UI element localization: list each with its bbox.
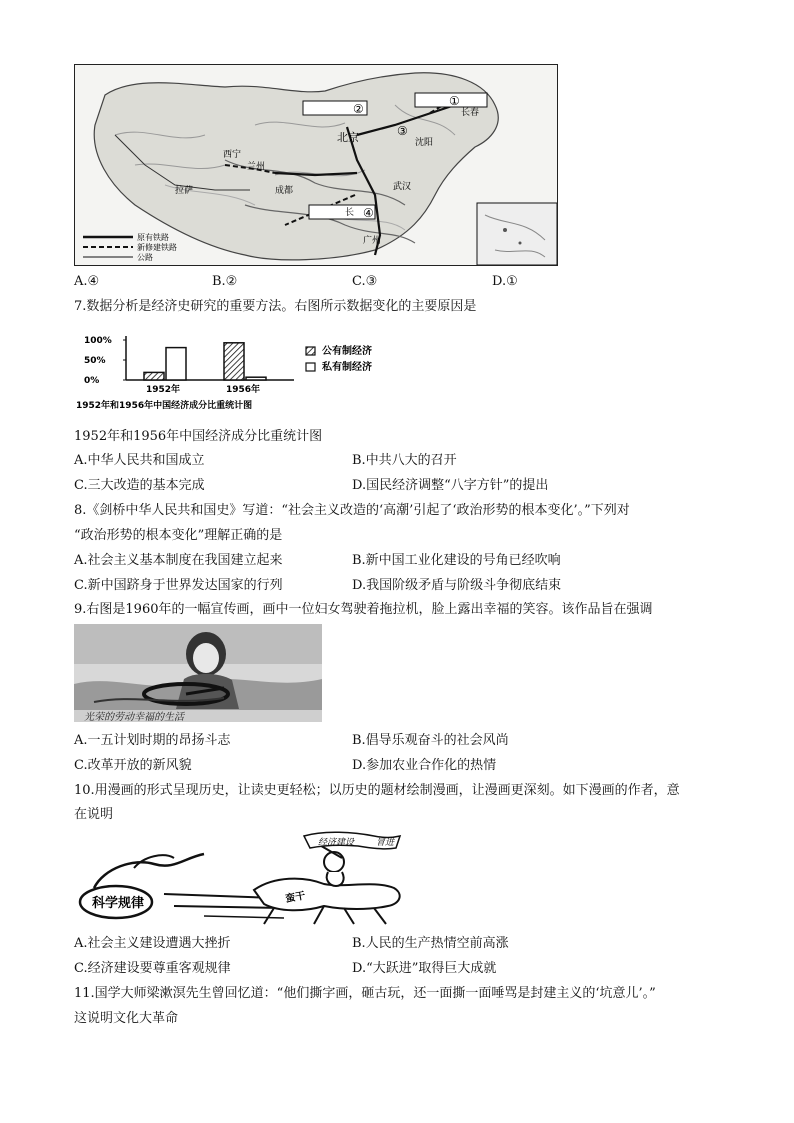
legend-label: 公有制经济 xyxy=(322,346,372,357)
map-label-changchun: 长春 xyxy=(461,108,480,118)
y-tick-label: 100% xyxy=(84,336,112,346)
q8-option-c: C.新中国跻身于世界发达国家的行列 xyxy=(74,578,283,593)
map-label-xining: 西宁 xyxy=(223,150,242,160)
poster-caption: 光荣的劳动幸福的生活 xyxy=(84,712,184,722)
q10-option-c: C.经济建设要尊重客观规律 xyxy=(74,961,231,976)
propaganda-poster xyxy=(74,624,322,722)
q6-option-b: B.② xyxy=(212,274,238,289)
q8-stem-line1: 8.《剑桥中华人民共和国史》写道：“社会主义改造的‘高潮’引起了‘政治形势的根本变化’。”下列对 xyxy=(74,503,630,518)
china-railway-map xyxy=(75,65,558,266)
q9-option-c: C.改革开放的新风貌 xyxy=(74,758,192,773)
q10-option-b: B.人民的生产热情空前高涨 xyxy=(352,936,509,951)
x-tick-label: 1952年 xyxy=(146,385,181,395)
cartoon-figure xyxy=(74,828,420,928)
map-marker-3: ③ xyxy=(397,124,408,138)
bar-chart-svg xyxy=(74,326,436,416)
q8-option-d: D.我国阶级矛盾与阶级斗争彻底结束 xyxy=(352,578,562,593)
q6-option-a: A.④ xyxy=(74,274,100,289)
q8-stem-line2: “政治形势的根本变化”理解正确的是 xyxy=(74,528,283,543)
cartoon-flag-label: 经济建设 xyxy=(318,838,355,848)
q10-option-d: D.“大跃进”取得巨大成就 xyxy=(352,961,497,976)
map-label-chengdu: 成都 xyxy=(275,186,294,196)
y-tick-label: 0% xyxy=(84,376,100,386)
y-tick-label: 50% xyxy=(84,356,106,366)
map-marker-4: ④ xyxy=(363,206,374,220)
q7-option-c: C.三大改造的基本完成 xyxy=(74,478,205,493)
legend-swatch xyxy=(306,347,315,355)
bar-public xyxy=(144,372,164,380)
q7-option-d: D.国民经济调整“八字方针”的提出 xyxy=(352,478,549,493)
q9-stem: 9.右图是1960年的一幅宣传画，画中一位妇女驾驶着拖拉机，脸上露出幸福的笑容。该作品旨在强调 xyxy=(74,602,653,617)
q9-option-d: D.参加农业合作化的热情 xyxy=(352,758,497,773)
legend-label: 私有制经济 xyxy=(322,362,372,373)
q6-option-c: C.③ xyxy=(352,274,378,289)
q7-caption: 1952年和1956年中国经济成分比重统计图 xyxy=(74,429,323,444)
cartoon-law-label: 科学规律 xyxy=(92,896,145,911)
q6-option-d: D.① xyxy=(492,274,518,289)
q10-stem-line2: 在说明 xyxy=(74,807,114,822)
map-label-wuhan: 武汉 xyxy=(393,182,412,192)
cartoon-svg xyxy=(74,828,420,928)
q10-stem-line1: 10.用漫画的形式呈现历史，让读史更轻松；以历史的题材绘制漫画，让漫画更深刻。如下漫画的作者，意 xyxy=(74,783,680,798)
economy-bar-chart xyxy=(74,326,436,416)
bar-private xyxy=(166,348,186,380)
cartoon-horse-label: 蛮干 xyxy=(284,890,307,905)
legend-swatch xyxy=(306,363,315,371)
chart-title: 1952年和1956年中国经济成分比重统计图 xyxy=(76,401,253,411)
legend-highway: 公路 xyxy=(137,253,153,262)
q9-option-b: B.倡导乐观奋斗的社会风尚 xyxy=(352,733,509,748)
q8-option-b: B.新中国工业化建设的号角已经吹响 xyxy=(352,553,561,568)
bar-private xyxy=(246,377,266,380)
q7-option-b: B.中共八大的召开 xyxy=(352,453,457,468)
bar-public xyxy=(224,343,244,380)
q7-stem: 7.数据分析是经济史研究的重要方法。右图所示数据变化的主要原因是 xyxy=(74,299,477,314)
poster-svg xyxy=(74,624,322,722)
legend-existing-rail: 原有铁路 xyxy=(137,233,169,242)
map-label-lhasa: 拉萨 xyxy=(175,186,194,196)
railway-map-figure xyxy=(74,64,558,266)
q11-stem-line2: 这说明文化大革命 xyxy=(74,1011,179,1026)
x-tick-label: 1956年 xyxy=(226,385,261,395)
map-label-lanzhou: 兰州 xyxy=(247,162,266,172)
map-label-guangzhou: 广州 xyxy=(363,236,382,246)
map-label-chang: 长 xyxy=(345,208,355,218)
cartoon-flag-tail-label: 冒进 xyxy=(376,838,395,848)
map-marker-2: ② xyxy=(353,102,364,116)
q7-option-a: A.中华人民共和国成立 xyxy=(74,453,205,468)
q8-option-a: A.社会主义基本制度在我国建立起来 xyxy=(74,553,283,568)
map-marker-1: ① xyxy=(449,94,460,108)
map-label-beijing: 北京 xyxy=(337,131,359,144)
legend-new-rail: 新修建铁路 xyxy=(137,243,177,252)
q11-stem-line1: 11.国学大师梁漱溟先生曾回忆道：“他们撕字画，砸古玩，还一面撕一面唾骂是封建主义的‘坑意儿’。” xyxy=(74,986,656,1001)
q9-option-a: A.一五计划时期的昂扬斗志 xyxy=(74,733,231,748)
map-label-shenyang: 沈阳 xyxy=(415,138,434,148)
q10-option-a: A.社会主义建设遭遇大挫折 xyxy=(74,936,231,951)
